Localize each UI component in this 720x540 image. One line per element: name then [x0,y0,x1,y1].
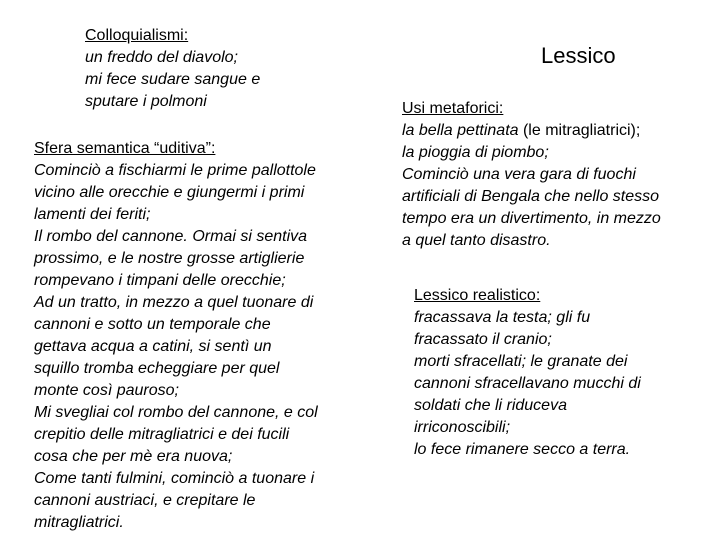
realistico-line: soldati che li riduceva [414,397,567,414]
realistico-line: morti sfracellati; le granate dei [414,353,628,370]
uditiva-line: Ad un tratto, in mezzo a quel tuonare di [34,294,314,311]
realistico-line: irriconoscibili; [414,419,511,436]
metaforici-italic-phrase: la bella pettinata [402,122,519,139]
metaforici-line: a quel tanto disastro. [402,232,551,249]
uditiva-line: cannoni e sotto un temporale che [34,316,271,333]
uditiva-line: Il rombo del cannone. Ormai si sentiva [34,228,308,245]
metaforici-line: Cominciò una vera gara di fuochi [402,166,636,183]
metaforici-section [402,98,692,252]
page-title: Lessico [541,43,616,68]
uditiva-line: crepitio delle mitragliatrici e dei fucili [34,426,290,443]
realistico-section [414,285,704,461]
uditiva-line: Cominciò a fischiarmi le prime pallottole [34,162,316,179]
realistico-line: fracassava la testa; gli fu [414,309,591,326]
uditiva-line: lamenti dei feriti; [34,206,151,223]
uditiva-line: rompevano i timpani delle orecchie; [34,272,286,289]
metaforici-gloss: (le mitragliatrici); [518,122,641,139]
colloquialismi-line: mi fece sudare sangue e [85,71,261,88]
metaforici-line: la pioggia di piombo; [402,144,549,161]
colloquialismi-line: un freddo del diavolo; [85,49,238,66]
metaforici-line: artificiali di Bengala che nello stesso [402,188,660,205]
uditiva-line: mitragliatrici. [34,514,124,531]
colloquialismi-line: sputare i polmoni [85,93,207,110]
uditiva-line: vicino alle orecchie e giungermi i primi [34,184,305,201]
uditiva-heading: Sfera semantica “uditiva”: [34,140,216,157]
realistico-line: cannoni sfracellavano mucchi di [414,375,641,392]
uditiva-line: cosa che per mè era nuova; [34,448,233,465]
uditiva-line: Mi svegliai col rombo del cannone, e col [34,404,318,421]
uditiva-section [34,138,354,534]
metaforici-line: tempo era un divertimento, in mezzo [402,210,661,227]
uditiva-line: cannoni austriaci, e crepitare le [34,492,256,509]
uditiva-line: Come tanti fulmini, cominciò a tuonare i [34,470,315,487]
uditiva-line: squillo tromba echeggiare per quel [34,360,280,377]
metaforici-line [402,120,692,142]
uditiva-line: gettava acqua a catini, si sentì un [34,338,272,355]
metaforici-heading: Usi metaforici: [402,100,504,117]
realistico-heading: Lessico realistico: [414,287,541,304]
colloquialismi-section [85,25,345,113]
uditiva-line: prossimo, e le nostre grosse artiglierie [34,250,305,267]
realistico-line: lo fece rimanere secco a terra. [414,441,631,458]
realistico-line: fracassato il cranio; [414,331,552,348]
colloquialismi-heading: Colloquialismi: [85,27,189,44]
uditiva-line: monte così pauroso; [34,382,179,399]
